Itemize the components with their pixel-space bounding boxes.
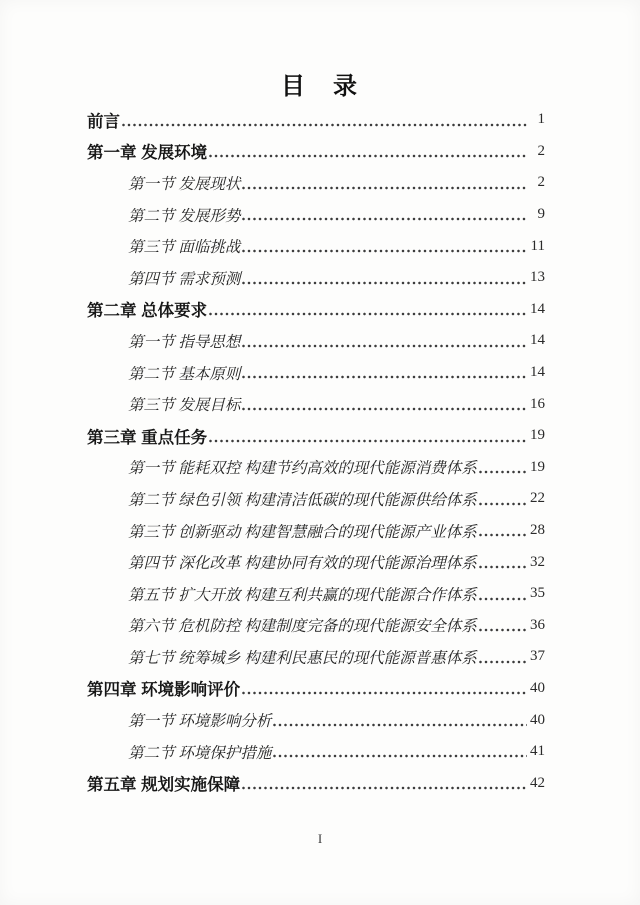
- dot-leader: [209, 154, 528, 158]
- toc-entry: [87, 673, 545, 705]
- toc-entry: [87, 736, 545, 768]
- toc-entry-page: 42: [530, 774, 545, 791]
- toc-entry-page: 37: [530, 648, 545, 665]
- toc-entry-label: 第一节 环境影响分析: [128, 713, 272, 731]
- dot-leader: [479, 502, 527, 506]
- toc-entry-page: 2: [537, 142, 545, 159]
- toc-entry-label: 第五章 规划实施保障: [87, 776, 241, 795]
- toc-entry: [87, 767, 545, 799]
- dot-leader: [273, 754, 527, 758]
- dot-leader: [242, 249, 527, 253]
- toc-entry-label: 第一节 能耗双控 构建节约高效的现代能源消费体系: [128, 460, 477, 478]
- toc-entry-page: 41: [530, 743, 545, 760]
- toc-entry-label: 第五节 扩大开放 构建互利共赢的现代能源合作体系: [128, 586, 477, 604]
- toc-entry: [87, 136, 545, 168]
- dot-leader: [242, 186, 528, 190]
- toc-entry-page: 40: [530, 711, 545, 728]
- toc-entry-label: 第一节 指导思想: [128, 333, 241, 351]
- toc-entry: [87, 546, 545, 578]
- dot-leader: [479, 565, 527, 569]
- dot-leader: [242, 344, 527, 348]
- dot-leader: [242, 217, 528, 221]
- dot-leader: [242, 691, 527, 695]
- toc-entry: [87, 483, 545, 515]
- toc-entry-page: 19: [530, 427, 545, 444]
- toc-entry-label: 第三节 面临挑战: [128, 239, 241, 257]
- toc-entry-page: 9: [537, 206, 545, 223]
- toc-entry-label: 第二节 基本原则: [128, 365, 241, 383]
- toc-entry: [87, 641, 545, 673]
- dot-leader: [242, 786, 527, 790]
- toc-entry: [87, 199, 545, 231]
- toc-entry-page: 32: [530, 553, 545, 570]
- toc-entry-page: 28: [530, 522, 545, 539]
- toc-entry-label: 第三章 重点任务: [87, 428, 208, 447]
- toc-entry-page: 11: [530, 237, 545, 254]
- toc-entry-label: 前言: [87, 112, 120, 131]
- toc-entry: [87, 167, 545, 199]
- toc-entry-label: 第二节 发展形势: [128, 207, 241, 225]
- toc-entry: [87, 452, 545, 484]
- toc-entry-page: 40: [530, 679, 545, 696]
- dot-leader: [209, 439, 527, 443]
- toc-entry: [87, 704, 545, 736]
- toc-entry-label: 第七节 统筹城乡 构建利民惠民的现代能源普惠体系: [128, 649, 477, 667]
- page-title: 目 录: [281, 73, 359, 100]
- dot-leader: [242, 407, 527, 411]
- toc-entry: [87, 294, 545, 326]
- toc-entry: [87, 515, 545, 547]
- toc-entry-page: 1: [537, 111, 545, 128]
- toc-entry: [87, 357, 545, 389]
- toc-entry-page: 35: [530, 585, 545, 602]
- toc-entry: [87, 610, 545, 642]
- toc-entry-page: 16: [530, 395, 545, 412]
- toc-entry-page: 14: [530, 364, 545, 381]
- toc-entry-page: 22: [530, 490, 545, 507]
- dot-leader: [242, 375, 527, 379]
- toc-entry-page: 14: [530, 332, 545, 349]
- toc-entry: [87, 420, 545, 452]
- dot-leader: [479, 660, 527, 664]
- dot-leader: [273, 723, 527, 727]
- toc-entry-label: 第六节 危机防控 构建制度完备的现代能源安全体系: [128, 618, 477, 636]
- toc-entry-page: 14: [530, 300, 545, 317]
- toc-entry-page: 19: [530, 458, 545, 475]
- toc-entry-label: 第二节 绿色引领 构建清洁低碳的现代能源供给体系: [128, 491, 477, 509]
- toc-entry-label: 第四章 环境影响评价: [87, 681, 241, 700]
- toc-entry-label: 第三节 发展目标: [128, 397, 241, 415]
- dot-leader: [479, 533, 527, 537]
- toc-entry: [87, 578, 545, 610]
- dot-leader: [479, 470, 527, 474]
- toc-entry-label: 第一章 发展环境: [87, 144, 208, 163]
- toc-entry: [87, 104, 545, 136]
- toc-entry: [87, 325, 545, 357]
- toc-entry-page: 36: [530, 616, 545, 633]
- toc-entry-page: 2: [537, 174, 545, 191]
- toc-entry-label: 第二节 环境保护措施: [128, 744, 272, 762]
- toc-entry: [87, 262, 545, 294]
- toc-entry-label: 第四节 需求预测: [128, 270, 241, 288]
- dot-leader: [209, 312, 527, 316]
- dot-leader: [479, 597, 527, 601]
- page-number: I: [317, 831, 323, 846]
- toc-entry-label: 第二章 总体要求: [87, 302, 208, 321]
- dot-leader: [479, 628, 527, 632]
- dot-leader: [242, 281, 527, 285]
- toc-entry-page: 13: [530, 269, 545, 286]
- toc-entry-label: 第一节 发展现状: [128, 175, 241, 193]
- toc-entry-label: 第四节 深化改革 构建协同有效的现代能源治理体系: [128, 555, 477, 573]
- dot-leader: [122, 123, 528, 127]
- toc-entry: [87, 388, 545, 420]
- toc-entry: [87, 230, 545, 262]
- toc-list: [87, 104, 545, 799]
- toc-entry-label: 第三节 创新驱动 构建智慧融合的现代能源产业体系: [128, 523, 477, 541]
